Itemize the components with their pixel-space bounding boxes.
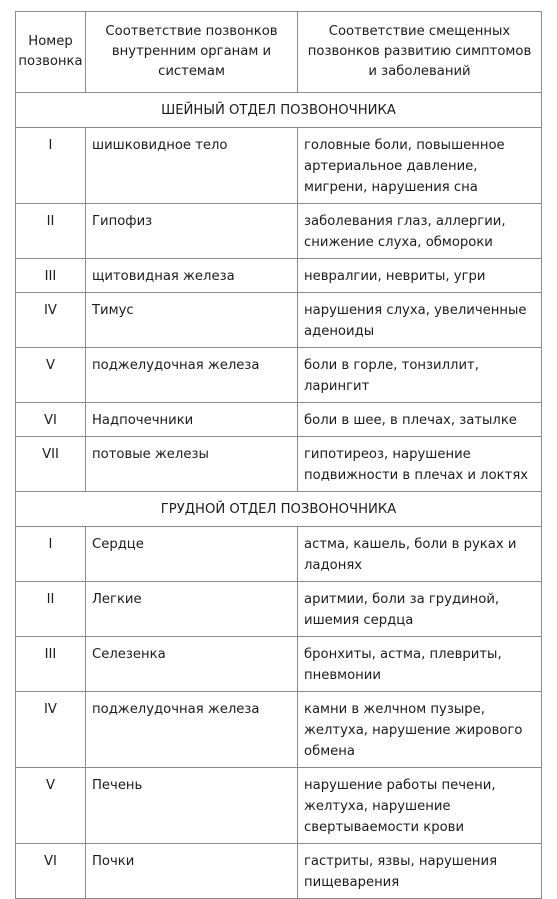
organ-cell: шишковидное тело: [86, 128, 298, 204]
thoracic-section: [16, 492, 542, 899]
table-row: [16, 637, 542, 692]
symptoms-cell: головные боли, повышенное артериальное давление, мигрени, нарушения сна: [298, 128, 542, 204]
table-row: [16, 582, 542, 637]
symptoms-cell: камни в желчном пузыре, желтуха, нарушение жирового обмена: [298, 692, 542, 768]
vertebra-number: III: [16, 259, 86, 293]
symptoms-cell: боли в горле, тонзиллит, ларингит: [298, 348, 542, 403]
table-row: [16, 204, 542, 259]
symptoms-cell: аритмии, боли за грудиной, ишемия сердца: [298, 582, 542, 637]
vertebra-number: V: [16, 348, 86, 403]
symptoms-cell: боли в шее, в плечах, затылке: [298, 403, 542, 437]
symptoms-cell: гастриты, язвы, нарушения пищеварения: [298, 844, 542, 899]
organ-cell: Селезенка: [86, 637, 298, 692]
vertebra-number: IV: [16, 692, 86, 768]
vertebra-number: III: [16, 637, 86, 692]
symptoms-cell: нарушение работы печени, желтуха, нарушение свертываемости крови: [298, 768, 542, 844]
organ-cell: потовые железы: [86, 437, 298, 492]
vertebra-number: V: [16, 768, 86, 844]
organ-cell: Надпочечники: [86, 403, 298, 437]
section-row-cervical: [16, 93, 542, 128]
organ-cell: Почки: [86, 844, 298, 899]
table-row: [16, 768, 542, 844]
symptoms-cell: астма, кашель, боли в руках и ладонях: [298, 527, 542, 582]
header-symptoms: Соответствие смещенных позвонков развитию симптомов и заболеваний: [298, 12, 542, 93]
organ-cell: Сердце: [86, 527, 298, 582]
organ-cell: поджелудочная железа: [86, 348, 298, 403]
organ-cell: поджелудочная железа: [86, 692, 298, 768]
table-row: [16, 293, 542, 348]
table-row: [16, 844, 542, 899]
vertebra-number: II: [16, 204, 86, 259]
header-row: [16, 12, 542, 93]
section-row-thoracic: [16, 492, 542, 527]
table-header: [16, 12, 542, 93]
vertebra-number: I: [16, 527, 86, 582]
symptoms-cell: бронхиты, астма, плевриты, пневмонии: [298, 637, 542, 692]
vertebra-number: VII: [16, 437, 86, 492]
symptoms-cell: нарушения слуха, увеличенные аденоиды: [298, 293, 542, 348]
header-vertebra-number: Номер позвонка: [16, 12, 86, 93]
section-title-cervical: ШЕЙНЫЙ ОТДЕЛ ПОЗВОНОЧНИКА: [16, 93, 542, 128]
organ-cell: Легкие: [86, 582, 298, 637]
symptoms-cell: гипотиреоз, нарушение подвижности в плечах и локтях: [298, 437, 542, 492]
table-row: [16, 128, 542, 204]
table-row: [16, 403, 542, 437]
table-row: [16, 692, 542, 768]
vertebra-number: I: [16, 128, 86, 204]
organ-cell: Печень: [86, 768, 298, 844]
vertebra-number: II: [16, 582, 86, 637]
organ-cell: щитовидная железа: [86, 259, 298, 293]
cervical-section: [16, 93, 542, 492]
section-title-thoracic: ГРУДНОЙ ОТДЕЛ ПОЗВОНОЧНИКА: [16, 492, 542, 527]
organ-cell: Тимус: [86, 293, 298, 348]
vertebrae-organ-table: [15, 11, 542, 899]
organ-cell: Гипофиз: [86, 204, 298, 259]
vertebra-number: VI: [16, 844, 86, 899]
table-row: [16, 348, 542, 403]
symptoms-cell: невралгии, невриты, угри: [298, 259, 542, 293]
table-row: [16, 527, 542, 582]
header-organs: Соответствие позвонков внутренним органам и системам: [86, 12, 298, 93]
table-row: [16, 259, 542, 293]
vertebra-number: VI: [16, 403, 86, 437]
vertebra-number: IV: [16, 293, 86, 348]
symptoms-cell: заболевания глаз, аллергии, снижение слуха, обмороки: [298, 204, 542, 259]
table-row: [16, 437, 542, 492]
